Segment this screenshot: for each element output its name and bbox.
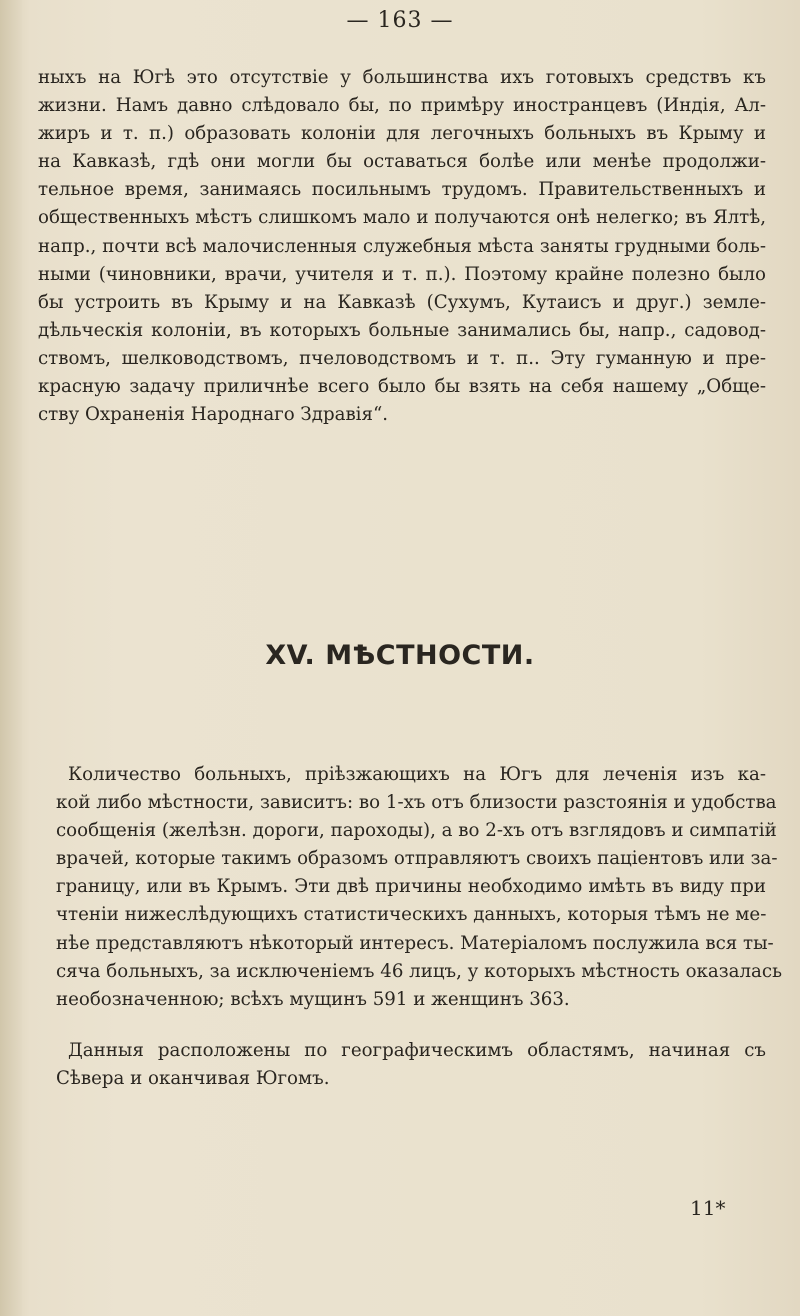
paragraph-patients-origin: [56, 761, 782, 1014]
paragraph-data-arrangement: [56, 1037, 766, 1093]
text-line: дѣльческія колоніи, въ которыхъ больные занимались бы, напр., садовод-: [38, 319, 766, 341]
printer-signature-mark: 11*: [690, 1196, 726, 1220]
text-line: напр., почти всѣ малочисленныя служебныя мѣста заняты грудными боль-: [38, 235, 766, 257]
text-line: сяча больныхъ, за исключеніемъ 46 лицъ, у которыхъ мѣстность оказалась: [56, 960, 782, 982]
text-line: общественныхъ мѣстъ слишкомъ мало и получаются онѣ нелегко; въ Ялтѣ,: [38, 207, 766, 229]
text-line: ными (чиновники, врачи, учителя и т. п.). Поэтому крайне полезно было: [38, 263, 766, 285]
text-line: тельное время, занимаясь посильнымъ трудомъ. Правительственныхъ и: [38, 179, 766, 201]
text-line: красную задачу приличнѣе всего было бы взять на себя нашему „Обще-: [38, 376, 766, 398]
text-line: границу, или въ Крымъ. Эти двѣ причины необходимо имѣть въ виду при: [56, 876, 766, 898]
text-line: на Кавказѣ, гдѣ они могли бы оставаться болѣе или менѣе продолжи-: [38, 151, 766, 173]
text-line: ствомъ, шелководствомъ, пчеловодствомъ и т. п.. Эту гуманную и пре-: [38, 347, 766, 369]
text-line: ныхъ на Югѣ это отсутствіе у большинства ихъ готовыхъ средствъ къ: [38, 67, 766, 88]
text-line: необозначенною; всѣхъ мущинъ 591 и женщинъ 363.: [56, 988, 570, 1010]
text-line: Сѣвера и оканчивая Югомъ.: [56, 1068, 330, 1090]
text-line: кой либо мѣстности, зависитъ: во 1-хъ отъ близости разстоянія и удобства: [56, 792, 777, 814]
text-line: врачей, которые такимъ образомъ отправляютъ своихъ паціентовъ или за-: [56, 848, 778, 870]
text-line: ству Охраненія Народнаго Здравія“.: [38, 404, 389, 426]
text-line: чтеніи нижеслѣдующихъ статистическихъ данныхъ, которыя тѣмъ не ме-: [56, 904, 767, 926]
text-line: нѣе представляютъ нѣкоторый интересъ. Матеріаломъ послужила вся ты-: [56, 932, 774, 954]
section-heading: XV. МѢСТНОСТИ.: [265, 640, 535, 671]
paragraph-colonies: [38, 64, 766, 429]
text-line: жиръ и т. п.) образовать колоніи для легочныхъ больныхъ въ Крыму и: [38, 123, 766, 145]
text-line: Данныя расположены по географическимъ областямъ, начиная съ: [68, 1040, 766, 1061]
text-line: бы устроить въ Крыму и на Кавказѣ (Сухумъ, Кутаисъ и друг.) земле-: [38, 291, 766, 313]
text-line: жизни. Намъ давно слѣдовало бы, по примѣру иностранцевъ (Индія, Ал-: [38, 95, 766, 117]
page-number: — 163 —: [346, 8, 454, 33]
text-line: Количество больныхъ, пріѣзжающихъ на Югъ для леченія изъ ка-: [68, 764, 766, 785]
text-line: сообщенія (желѣзн. дороги, пароходы), а во 2-хъ отъ взглядовъ и симпатій: [56, 820, 777, 842]
